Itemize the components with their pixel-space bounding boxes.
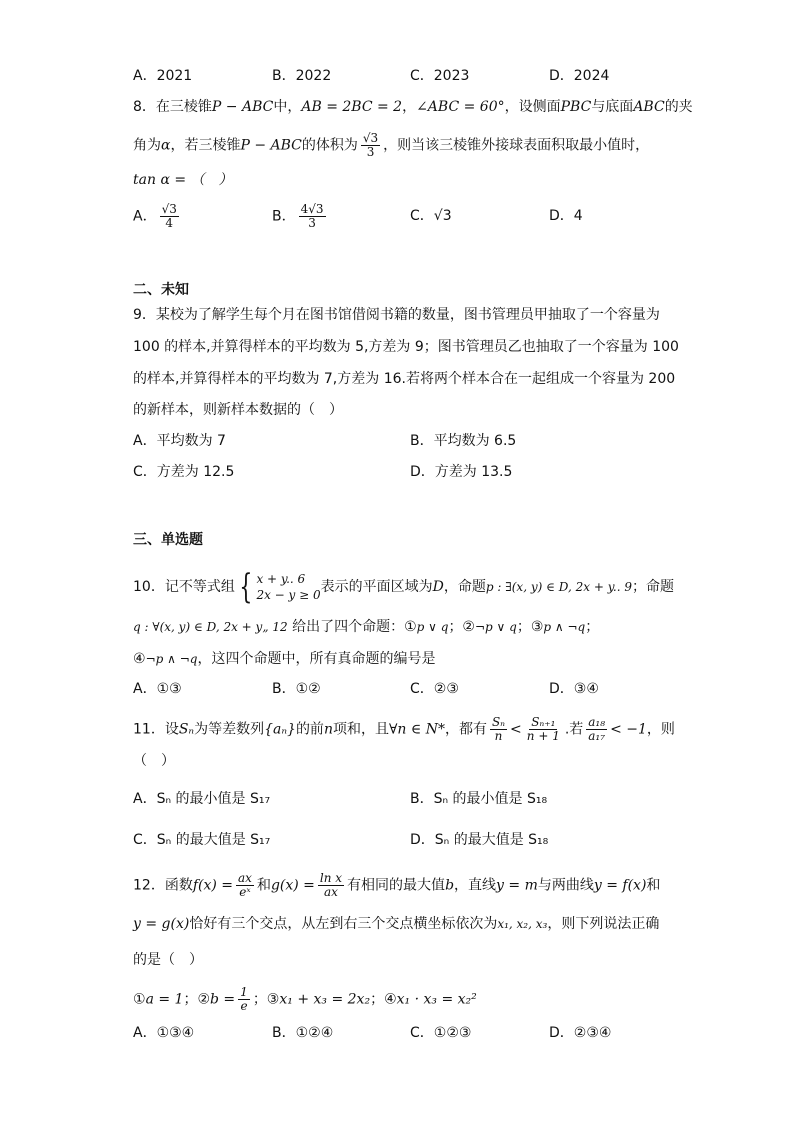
fraction-denominator: a₁₇ [588,729,606,743]
fraction-numerator: Sₙ₊₁ [531,715,556,729]
fraction-numerator: √3 [362,131,379,145]
fraction-numerator: a₁₈ [588,715,606,729]
q10-text: ，命题 [443,579,486,595]
q9-line-3: 的样本,并算得样本的平均数为 7,方差为 16.若将两个样本合在一起组成一个容量为 200 [133,371,676,387]
q8-line-3: tan α = （ ） [133,172,233,188]
q12-math: x₁, x₂, x₃ [497,917,548,931]
system-row: 2x − y ≥ 0 [256,588,321,602]
q12-text: 12．函数 [133,877,193,894]
q8-text: ，若三棱锥 [170,137,241,154]
fraction-numerator: ln x [319,871,343,885]
q10-math: p ∧ ¬q [543,620,586,634]
fraction-denominator: 3 [308,216,316,230]
q12-math: y = f(x) [593,877,647,894]
q8-text: ，设侧面 [504,99,561,115]
fraction-denominator: n [494,729,503,743]
option-label: B． [272,208,296,225]
q10-math: q : ∀(x, y) ∈ D, 2x + y„ 12 [133,620,288,634]
q8-text: 角为 [133,137,161,154]
q12-text: 恰好有三个交点，从左到右三个交点横坐标依次为 [189,916,498,932]
q12-math: b [445,877,455,894]
q12-line-1 [133,872,660,899]
q7-option-a[interactable]: A．2021 [133,68,193,84]
q11-option-d[interactable]: D．Sₙ 的最大值是 S₁₈ [410,832,549,848]
q8-text: 的夹 [664,99,693,115]
q11-math: < [510,721,522,738]
q12-text: ；② [183,991,211,1008]
q12-option-c[interactable]: C．①②③ [410,1025,472,1041]
q11-line-2: （ ） [133,753,175,769]
fraction-denominator: eˣ [239,885,251,899]
q10-line-1 [133,567,674,607]
q8-option-a[interactable] [133,203,182,230]
q8-text: ， [402,99,417,115]
option-fraction [160,203,179,230]
q11-line-1 [133,716,675,743]
section-heading-unknown: 二、未知 [133,282,189,298]
q12-line-3: 的是（ ） [133,952,203,968]
q10-text: ④ [133,651,146,667]
q12-text: ① [133,991,146,1008]
q11-text: ，都有 [444,721,487,738]
q10-text: 给出了四个命题： [287,619,405,635]
q10-text: 10．记不等式组 [133,579,235,595]
q12-math: b = [210,991,236,1008]
q10-option-a[interactable]: A．①③ [133,681,182,697]
q10-text: 表示的平面区域为 [320,579,433,595]
q11-text: 为等差数列 [194,721,265,738]
option-label: A． [133,208,157,225]
q10-option-d[interactable]: D．③④ [549,681,599,697]
q8-option-c[interactable]: C．√3 [410,208,452,224]
q11-option-b[interactable]: B．Sₙ 的最小值是 S₁₈ [410,791,548,807]
fraction-numerator: √3 [161,202,177,216]
q11-fraction [490,716,507,743]
q12-fraction [238,986,250,1013]
q12-math: y = m [496,877,538,894]
q8-math: PBC [560,99,592,115]
q10-math: ¬p ∧ ¬q [145,652,198,666]
q9-line-1: 9．某校为了解学生每个月在图书馆借阅书籍的数量，图书管理员甲抽取了一个容量为 [133,307,660,323]
q10-math: ¬p ∨ q [475,620,517,634]
q11-math: Sₙ [178,721,195,738]
q8-text: 与底面 [591,99,634,115]
fraction-denominator: e [240,999,248,1013]
q10-inequality-system [235,567,321,607]
fraction-numerator: 1 [240,985,248,999]
q9-line-4: 的新样本，则新样本数据的（ ） [133,402,343,418]
q8-line-1 [133,97,693,117]
fraction-denominator: n + 1 [526,729,560,743]
q8-math: P − ABC [211,99,274,115]
q11-math: ∀n ∈ N* [388,721,445,738]
q8-math: ∠ABC = 60° [416,99,505,115]
q10-text: ；② [448,619,475,635]
q12-text: 和 [646,877,661,894]
q7-option-d[interactable]: D．2024 [549,68,610,84]
q12-text: ，直线 [454,877,497,894]
q10-text: ，这四个命题中，所有真命题的编号是 [197,651,436,667]
fraction-denominator: 4 [165,216,174,230]
q10-text: ；命题 [631,579,674,595]
q8-text: 的体积为 [301,137,358,154]
fraction-numerator: Sₙ [491,715,506,729]
q11-text: 的前 [295,721,324,738]
q10-line-3 [133,649,435,669]
q12-text: 与两曲线 [537,877,594,894]
q12-text: 和 [256,877,271,894]
q12-text: 有相同的最大值 [347,877,446,894]
q11-text: ，则 [646,721,675,738]
q12-math: x₁ · x₃ = x₂² [396,991,477,1008]
q10-math: p ∨ q [416,620,449,634]
q10-line-2 [133,617,599,637]
q8-text: 中， [273,99,302,115]
q8-text: 8．在三棱锥 [133,99,212,115]
fraction-numerator: 4√3 [300,202,324,216]
q8-math: α [161,137,171,154]
q11-option-a[interactable]: A．Sₙ 的最小值是 S₁₇ [133,791,271,807]
q12-math: f(x) = [192,877,234,894]
q9-option-d[interactable]: D．方差为 13.5 [410,464,513,480]
q12-option-a[interactable]: A．①③④ [133,1025,195,1041]
system-row: x + y.. 6 [256,572,306,586]
q12-math: g(x) = [270,877,315,894]
q12-fraction [318,872,344,899]
q8-math: AB = 2BC = 2 [301,99,403,115]
section-heading-single-choice: 三、单选题 [133,532,203,548]
q11-text: .若 [564,721,584,738]
fraction-numerator: ax [238,871,252,885]
q9-option-a[interactable]: A．平均数为 7 [133,433,226,449]
q12-text: ；④ [370,991,397,1008]
q8-volume-fraction [361,132,380,159]
q12-line-4 [133,986,477,1013]
q12-math: x₁ + x₃ = 2x₂ [279,991,371,1008]
q10-option-b[interactable]: B．①② [272,681,321,697]
q10-text: ； [585,619,600,635]
q9-option-c[interactable]: C．方差为 12.5 [133,464,235,480]
q12-fraction [236,872,254,899]
q12-option-d[interactable]: D．②③④ [549,1025,612,1041]
brace-icon: { [239,567,253,607]
q10-math: D [432,579,444,595]
q11-text: 项和，且 [332,721,389,738]
q8-option-d[interactable]: D．4 [549,208,583,224]
q11-math: n [323,721,333,738]
q10-math: p : ∃(x, y) ∈ D, 2x + y.. 9 [485,580,632,594]
q12-option-b[interactable]: B．①②④ [272,1025,334,1041]
q8-math: ABC [633,99,665,115]
q11-math: {aₙ} [264,721,296,738]
option-fraction [299,203,326,230]
q8-text: ，则当该三棱锥外接球表面积取最小值时， [383,137,650,154]
q12-math: y = g(x) [133,916,190,932]
q7-option-b[interactable]: B．2022 [272,68,332,84]
q7-option-c[interactable]: C．2023 [410,68,470,84]
fraction-denominator: 3 [366,145,375,159]
q12-line-2 [133,914,659,934]
q8-math: P − ABC [240,137,302,154]
q11-option-c[interactable]: C．Sₙ 的最大值是 S₁₇ [133,832,271,848]
q11-math: < −1 [610,721,647,738]
q12-text: ；③ [252,991,280,1008]
q8-option-b[interactable] [272,203,329,230]
q11-text: 11．设 [133,721,179,738]
q10-option-c[interactable]: C．②③ [410,681,459,697]
q12-math: a = 1 [145,991,184,1008]
q11-fraction [525,716,562,743]
fraction-denominator: ax [324,885,338,899]
q10-text: ；③ [516,619,544,635]
q10-text: ① [404,619,417,635]
q11-fraction [586,716,607,743]
q12-text: ，则下列说法正确 [547,916,660,932]
q9-option-b[interactable]: B．平均数为 6.5 [410,433,517,449]
q8-line-2 [133,132,649,159]
q9-line-2: 100 的样本,并算得样本的平均数为 5,方差为 9；图书管理员乙也抽取了一个容量为 100 [133,339,679,355]
